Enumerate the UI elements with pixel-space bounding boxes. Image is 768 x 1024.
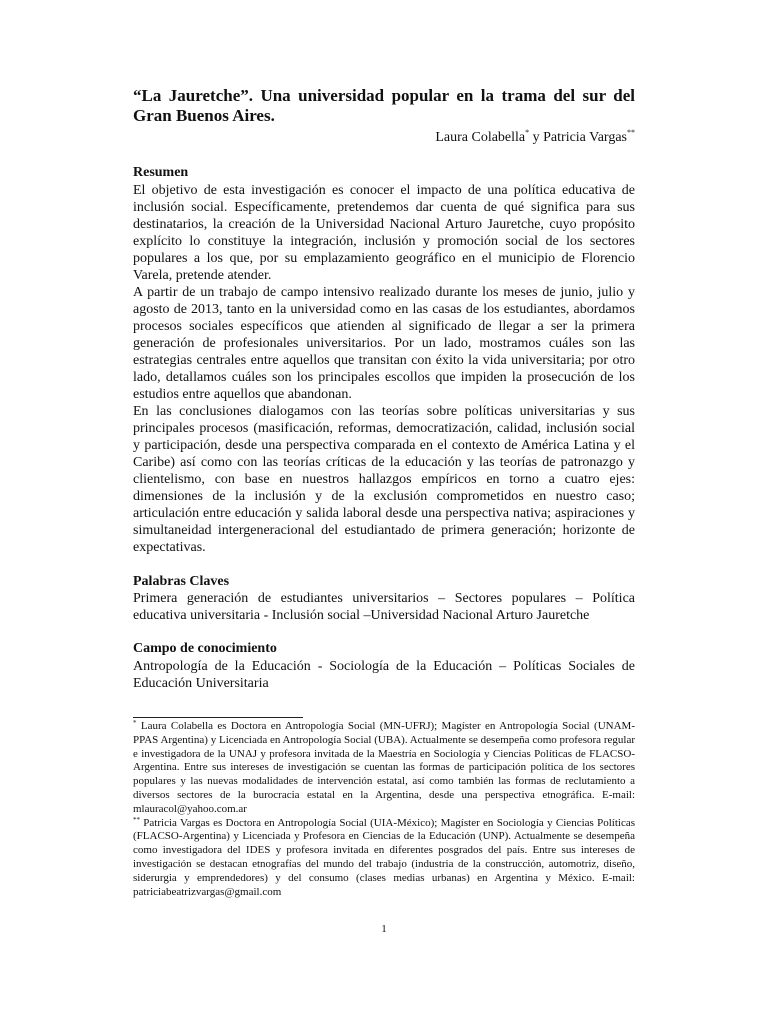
- keywords-heading: Palabras Claves: [133, 573, 230, 589]
- field-section: [133, 641, 635, 692]
- footnote-text: Laura Colabella es Doctora en Antropología Social (MN-UFRJ); Magíster en Antropología Social (UNAM-PPAS Argentina) y Licenciada en Antropología Social (UBA). Actualmente se desempeña como profesora regular e investigadora de la UNAJ y profesora invitada de la Maestría en Sociología y Ciencias Políticas de FLACSO-Argentina. Entre sus intereses de investigación se cuentan las formas de participación política de los sectores populares y las nuevas modalidades de intervención estatal, así como también las formas de reclutamiento a diversos sectores de la burocracia estatal en la Argentina, desde una perspectiva etnográfica. E-mail: mlauracol@yahoo.com.ar: [133, 720, 635, 815]
- footnotes: [133, 720, 635, 899]
- paper-title: “La Jauretche”. Una universidad popular en la trama del sur del Gran Buenos Aires.: [133, 86, 635, 125]
- footnote-text: Patricia Vargas es Doctora en Antropología Social (UIA-México); Magíster en Sociología y Ciencias Políticas (FLACSO-Argentina) y Licenciada y Profesora en Ciencias de la Educación (UNP). Actualmente se desempeña como investigadora del IDES y profesora invitada en diferentes posgrados del país. Entre sus intereses de investigación se destacan etnografías del mundo del trabajo (industria de la construcción, automotriz, diseño, siderurgia y emprendedores) y del consumo (clases medias urbanas) en Argentina y México. E-mail: patriciabeatrizvargas@gmail.com: [133, 816, 635, 898]
- author-1-footnote-mark: *: [525, 128, 530, 137]
- footnote-divider: [133, 717, 303, 718]
- abstract-paragraph: El objetivo de esta investigación es conocer el impacto de una política educativa de inclusión social. Específicamente, pretendemos dar cuenta de qué significa para sus destinatarios, la creación de la Universidad Nacional Arturo Jauretche, cuyo propósito explícito lo constituye la integración, inclusión y promoción social de los sectores populares a los que, por su emplazamiento geográfico en el municipio de Florencio Varela, pretende atender.: [133, 182, 635, 283]
- author-2-footnote-mark: **: [627, 128, 635, 137]
- footnote-item: [133, 720, 635, 817]
- footnote-mark: **: [133, 815, 140, 824]
- page-number: 1: [381, 923, 387, 935]
- paper-page: [133, 86, 635, 692]
- abstract-section: [133, 165, 635, 556]
- field-text: Antropología de la Educación - Sociología de la Educación – Políticas Sociales de Educación Universitaria: [133, 658, 635, 691]
- author-2: Patricia Vargas: [543, 130, 627, 145]
- abstract-paragraph: A partir de un trabajo de campo intensivo realizado durante los meses de junio, julio y agosto de 2013, tanto en la universidad como en las casas de los estudiantes, abordamos procesos sociales específicos que atienden al significado de llegar a ser la primera generación de profesionales universitarios. Por un lado, mostramos cuáles son las estrategias centrales entre aquellos que transitan con éxito la vida universitaria; por otro lado, detallamos cuáles son los principales escollos que impiden la prosecución de los estudios entre aquellos que abandonan.: [133, 284, 635, 402]
- abstract-heading: Resumen: [133, 165, 189, 180]
- author-connector: y: [529, 130, 544, 145]
- author-line: [133, 129, 635, 147]
- field-heading: Campo de conocimiento: [133, 641, 277, 657]
- author-1: Laura Colabella: [435, 130, 526, 145]
- footnote-item: [133, 817, 635, 900]
- footnote-mark: *: [133, 719, 137, 727]
- keywords-text: Primera generación de estudiantes universitarios – Sectores populares – Política educativa universitaria - Inclusión social –Universidad Nacional Arturo Jauretche: [133, 591, 635, 624]
- abstract-paragraph: En las conclusiones dialogamos con las teorías sobre políticas universitarias y sus principales procesos (masificación, reformas, democratización, calidad, inclusión social y participación, desde una perspectiva comparada en el contexto de América Latina y el Caribe) así como con las teorías críticas de la educación y las teorías de patronazgo y clientelismo, con base en nuestros hallazgos empíricos en torno a cuatro ejes: dimensiones de la inclusión y de la exclusión comprometidos en nuestro caso; articulación entre educación y salida laboral desde una perspectiva nativa; aspiraciones y simultaneidad intergeneracional del estudiantado de primera generación; horizonte de expectativas.: [133, 403, 635, 555]
- keywords-section: [133, 574, 635, 625]
